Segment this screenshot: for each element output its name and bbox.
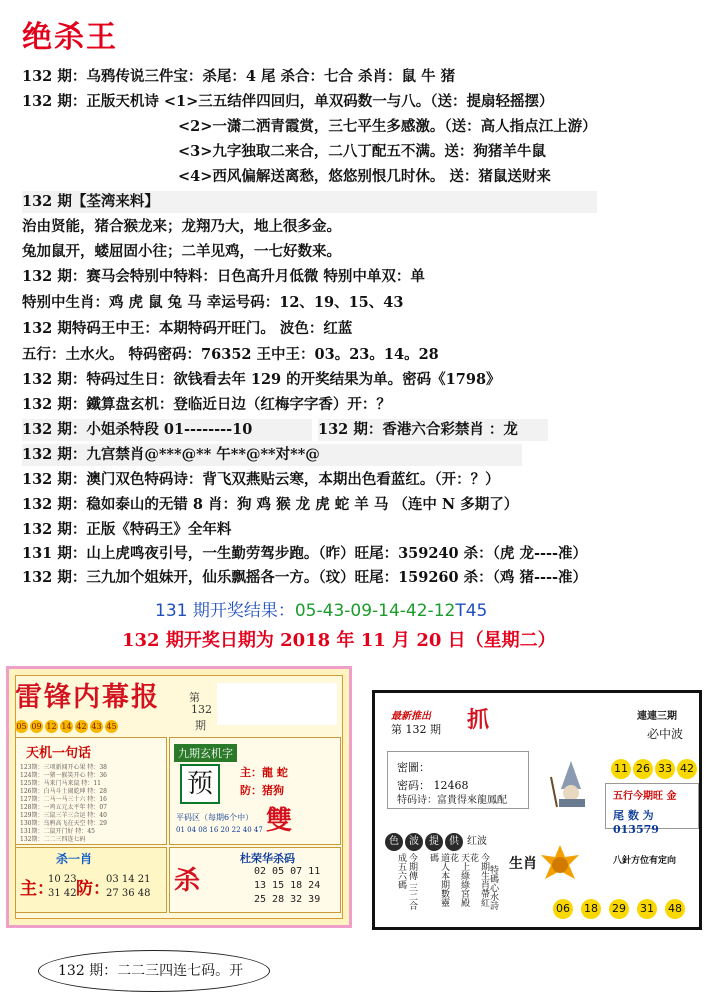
zhua-newspaper-image: [372, 690, 702, 930]
sebo-char: 波: [405, 833, 423, 851]
text-line: 132 期：三九加个姐妹开，仙乐飘摇各一方。（玟）旺尾：159260 杀：（鸡 猪----准）: [22, 569, 588, 586]
kill-code-row: 02 05 07 11: [254, 866, 321, 877]
kill-code-title: 杜荣华杀码: [240, 852, 295, 865]
bb-numbers: 03 14 21: [106, 874, 151, 885]
draw-date: 132 期开奖日期为 2018 年 11 月 20 日（星期二）: [122, 630, 556, 651]
cat-icon: [535, 843, 585, 885]
tianji-row: 126期：白马斗士闹乾坤 特：28: [20, 788, 107, 795]
tianji-row: 132期：二二三四连七码: [20, 836, 86, 843]
bb-numbers: 10 23: [48, 874, 77, 885]
vertical-text: 今期生肖帶紅花: [468, 853, 489, 907]
text-line: 五行：土水火。 特码密码：76352 王中王：03。23。14。28: [22, 346, 439, 363]
result-tail: T45: [455, 601, 488, 621]
draw-result: [155, 596, 487, 621]
issue-label: 第 132 期: [391, 723, 441, 736]
sebo-char: 供: [445, 833, 463, 851]
shuang-character: 雙: [266, 806, 293, 836]
yu-character: 预: [180, 764, 220, 804]
text-line: 132 期：乌鸦传说三件宝：杀尾：4 尾 杀合：七合 杀肖：鼠 牛 猪: [22, 68, 456, 85]
number-ball: 29: [609, 899, 629, 919]
text-line: <2>一潇二洒青霞赏，三七平生多感激。（送：高人指点江上游）: [178, 118, 597, 135]
number-ball: 18: [581, 899, 601, 919]
number-ball: 26: [633, 759, 653, 779]
tianji-row: 125期：马来门马来鼠 特：11: [20, 780, 101, 787]
text-line: 132 期【荃湾来料】: [22, 191, 597, 213]
page-title: 绝杀王: [22, 20, 118, 55]
tianji-row: 130期：乌鸦高飞在天空 特：29: [20, 820, 107, 827]
text-line: 132 期：赛马会特别中特料：日色高升月低微 特别中单双：单: [22, 268, 425, 285]
text-line: 131 期：山上虎鸣夜引号，一生勤劳驾步跑。（昨）旺尾：359240 杀：（虎 龙----准）: [22, 545, 588, 562]
sebo-char: 色: [385, 833, 403, 851]
text-line: 132 期：鐵算盘玄机：登临近日边（红梅字字香）开：？: [22, 396, 391, 413]
blank-patch: [217, 683, 337, 725]
text-line: 132 期：小姐杀特段 01--------10: [22, 419, 312, 441]
result-label: 131 期开奖结果：: [155, 601, 295, 621]
mima-label: 密码： 12468: [397, 779, 469, 792]
number-ball: 06: [553, 899, 573, 919]
bubble-text: 132 期：二二三四连七码。开: [58, 963, 244, 979]
leifeng-newspaper-image: [6, 666, 352, 928]
kill-code-row: 25 28 32 39: [254, 894, 321, 905]
sebo-tail: 红波: [467, 836, 487, 847]
kill-code-box: [169, 847, 341, 913]
number-ball: 33: [655, 759, 675, 779]
text-line: 132 期：正版《特码王》全年料: [22, 521, 232, 538]
fang-text: 防：猪狗: [240, 784, 284, 797]
tianji-box: [15, 737, 167, 845]
jiuqi-title: 九期玄机字: [174, 744, 237, 762]
text-line: 132 期：香港六合彩禁肖 ：龙: [318, 419, 548, 441]
issue-suffix: 期: [195, 719, 206, 732]
kill-code-row: 13 15 18 24: [254, 880, 321, 891]
result-numbers: 05-43-09-14-42-12: [294, 601, 456, 621]
zhu-text: 主：龍 蛇: [240, 766, 288, 779]
text-line: 132 期：正版天机诗 <1>三五结伴四回归，单双码数一与八。（送：提扇轻摇摆）: [22, 93, 554, 110]
number-ball: 14: [61, 722, 72, 731]
number-ball: 05: [16, 722, 27, 731]
text-line: <3>九字独取二来合，二八丁配五不满。送：狗猪羊牛鼠: [178, 143, 546, 160]
pingma-label: 平码区（每期6个中）: [176, 813, 254, 822]
zuixin-label: 最新推出: [391, 711, 431, 722]
bb-zhu-label: 主：: [20, 879, 54, 899]
tianji-title: 天机一句话: [26, 746, 92, 761]
text-line: 特别中生肖：鸡 虎 鼠 兔 马 幸运号码：12、19、15、43: [22, 294, 404, 311]
sha-character: 杀: [174, 866, 201, 896]
pingma-numbers: 01 04 08 16 20 22 40 47: [176, 826, 263, 834]
issue-number: 132: [191, 703, 212, 716]
text-line: <4>西风偏解送离愁，悠悠别恨几时休。 送：猪鼠送财来: [178, 168, 551, 185]
tianji-row: 129期：三鼠三羊三合运 特：40: [20, 812, 107, 819]
text-line: 132 期：澳门双色特码诗：背飞双燕贴云寒，本期出色看蓝红。（开：？）: [22, 471, 500, 488]
newspaper-brand: 雷锋内幕报: [15, 682, 160, 713]
number-ball: 42: [677, 759, 697, 779]
number-ball: 43: [91, 722, 102, 731]
text-line: 治由贤能，猪合猴龙来；龙翔乃大，地上很多金。: [22, 218, 341, 235]
mitu-label: 密圖：: [397, 761, 430, 774]
number-ball: 42: [76, 722, 87, 731]
weishu-label: 尾 数 为 013579: [613, 809, 659, 836]
tianji-row: 131期：二鼠开门好 特：45: [20, 828, 95, 835]
temashi-label: 特码诗：富貴得來龍鳳配: [397, 795, 507, 806]
bb-numbers: 31 42: [48, 888, 77, 899]
vertical-text: 道人本期數靈碼: [428, 853, 449, 907]
sebo-char: 提: [425, 833, 443, 851]
bb-fang-label: 防：: [76, 879, 110, 899]
text-line: 兔加鼠开，蝼屈固小往；二羊见鸡，一七好数来。: [22, 243, 341, 260]
number-ball: 09: [31, 722, 42, 731]
sha-yixiao-title: 杀一肖: [56, 852, 93, 866]
number-ball: 45: [106, 722, 117, 731]
bb-numbers: 27 36 48: [106, 888, 151, 899]
wizard-icon: [545, 759, 595, 809]
zhua-character: 抓: [467, 707, 490, 733]
text-line: 132 期：九宫禁肖@***@** 午**@**对**@: [22, 444, 522, 466]
tianji-row: 128期：一鸡五元太平年 特：07: [20, 804, 107, 811]
tianji-row: 124期：一猪一猴笑开心 特：36: [20, 772, 107, 779]
sebo-row: [385, 829, 487, 851]
vertical-text: 天上綠綠宮殿花: [448, 853, 469, 907]
number-ball: 12: [46, 722, 57, 731]
number-ball: 48: [665, 899, 685, 919]
bazhen-label: 八針方位有定向: [613, 856, 677, 866]
issue-prefix: 第: [189, 691, 200, 704]
shengxiao-label: 生肖: [509, 856, 537, 872]
wuxing-label: 五行今期旺 金: [613, 791, 677, 802]
sha-yixiao-box: [15, 847, 167, 913]
bizhongbo-label: 必中波: [647, 727, 684, 741]
vertical-text: 今期傳 三二合成五六碼: [396, 853, 417, 910]
text-line: 132 期：特码过生日：欲钱看去年 129 的开奖结果为单。密码《1798》: [22, 371, 501, 388]
result-balls: [15, 720, 120, 733]
tianji-row: 123期：三项新闻开心果 特：38: [20, 764, 107, 771]
tianji-row: 127期：二马一马三十六 特：16: [20, 796, 107, 803]
jiuqi-box: [169, 737, 341, 845]
number-ball: 11: [611, 759, 631, 779]
number-ball: 31: [637, 899, 657, 919]
text-line: 132 期：稳如泰山的无错 8 肖：狗 鸡 猴 龙 虎 蛇 羊 马 （连中 N 多期了）: [22, 496, 519, 513]
text-line: 132 期特码王中王：本期特码开旺门。 波色：红蓝: [22, 320, 353, 337]
vertical-text: 特碼心水詩: [488, 865, 498, 910]
lianlian-label: 連連三期: [637, 711, 677, 722]
